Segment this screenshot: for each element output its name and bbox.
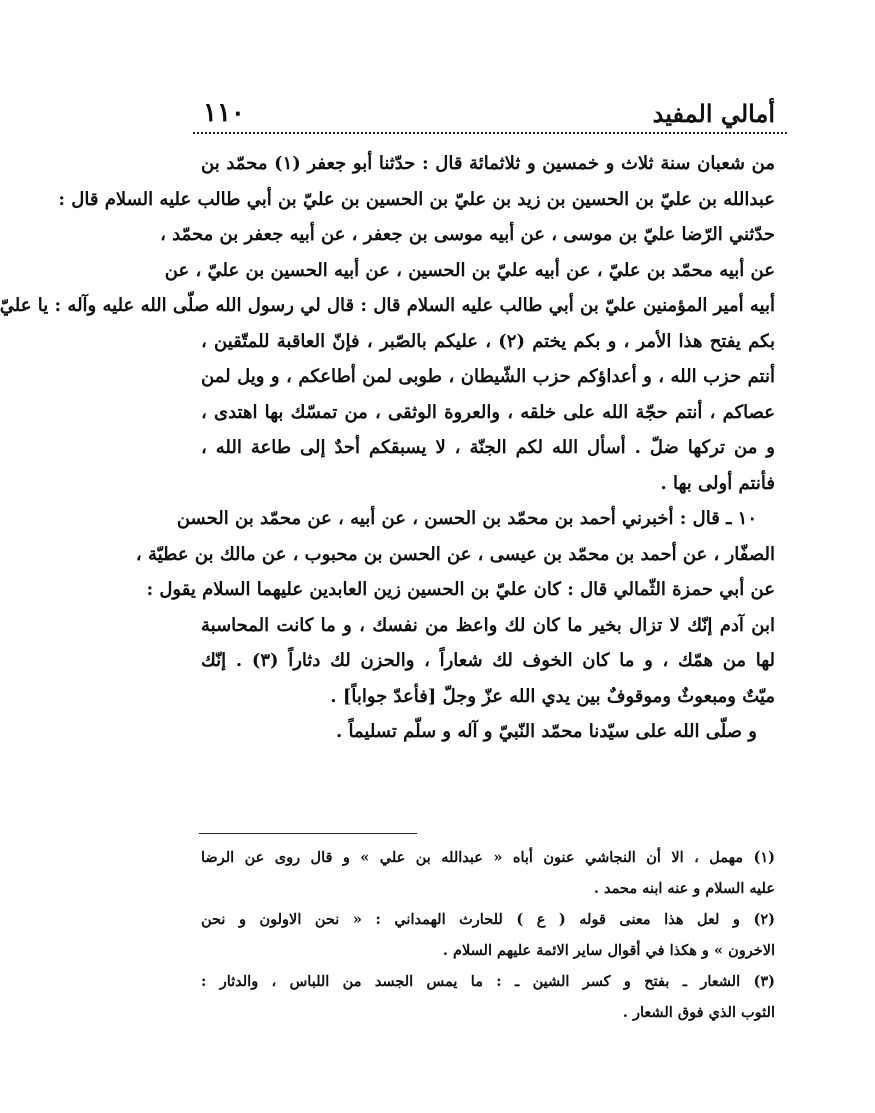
text-line: و من تركها ضلّ . أسأل الله لكم الجنّة ، لا يسبقكم أحدٌ إلى طاعة الله ، — [201, 437, 775, 458]
text-line: عن أبي حمزة الثّمالي قال : كان عليّ بن الحسين زين العابدين عليهما السلام يقول : — [146, 579, 775, 600]
text-line: أنتم حزب الله ، و أعداؤكم حزب الشّيطان ، طوبى لمن أطاعكم ، و ويل لمن — [201, 366, 775, 387]
text-line: حدّثني الرّضا عليّ بن موسى ، عن أبيه موسى بن جعفر ، عن أبيه جعفر بن محمّد ، — [160, 224, 775, 245]
footnote-line: (١) مهمل ، الا أن النجاشي عنون أباه « عبدالله بن علي » و قال روى عن الرضا — [201, 849, 775, 866]
text-line: لها من همّك ، و ما كان الخوف لك شعاراً ، والحزن لك دثاراً (٣) . إنّك — [201, 650, 775, 671]
text-line: ١٠ ـ قال : أخبرني أحمد بن محمّد بن الحسن ، عن أبيه ، عن محمّد بن الحسن — [176, 508, 757, 529]
text-line: فأنتم أولى بها . — [660, 472, 775, 494]
text-line: ميّتٌ ومبعوثٌ وموقوفٌ بين يدي الله عزّ وجلّ [فأعدّ جواباً] . — [330, 685, 775, 707]
footnote-line: (٢) و لعل هذا معنى قوله ( ع ) للحارث الهمداني : « نحن الاولون و نحن — [201, 911, 775, 928]
page-number: ١١٠ — [203, 98, 245, 128]
main-text — [0, 146, 776, 750]
text-line: و صلّى الله على سيّدنا محمّد النّبيّ و آله و سلّم تسليماً . — [335, 721, 757, 742]
running-title: أمالي المفيد — [652, 99, 775, 128]
text-line: بكم يفتح هذا الأمر ، و بكم يختم (٢) ، عليكم بالصّبر ، فإنّ العاقبة للمتّقين ، — [201, 330, 776, 352]
footnote-divider — [199, 833, 417, 834]
footnotes — [201, 842, 775, 1028]
text-line: عصاكم ، أنتم حجّة الله على خلقه ، والعروة الوثقى ، من تمسّك بها اهتدى ، — [201, 401, 775, 423]
text-line: أبيه أمير المؤمنين عليّ بن أبي طالب عليه السلام قال : قال لي رسول الله صلّى الله عليه وآله : يا عليّ — [0, 295, 775, 316]
text-line: ابن آدم إنّك لا تزال بخير ما كان لك واعظ من نفسك ، و ما كانت المحاسبة — [201, 614, 775, 636]
text-line: الصفّار ، عن أحمد بن محمّد بن عيسى ، عن الحسن بن محبوب ، عن مالك بن عطيّة ، — [135, 543, 775, 565]
footnote-line: (٣) الشعار ـ بفتح و كسر الشين ـ : ما يمس الجسد من اللباس ، والدثار : — [201, 973, 775, 990]
text-line: من شعبان سنة ثلاث و خمسين و ثلاثمائة قال : حدّثنا أبو جعفر (١) محمّد بن — [201, 153, 775, 174]
header-divider — [193, 132, 787, 134]
text-line: عبدالله بن عليّ بن الحسين بن زيد بن عليّ بن الحسين بن عليّ بن أبي طالب عليه السلام قال : — [58, 188, 775, 210]
page-header — [203, 88, 775, 128]
footnote-line: الاخرون » و هكذا في أقوال ساير الائمة عليهم السلام . — [442, 942, 775, 959]
footnote-line: الثوب الذي فوق الشعار . — [622, 1004, 775, 1021]
footnote-line: عليه السلام و عنه ابنه محمد . — [593, 880, 775, 897]
text-line: عن أبيه محمّد بن عليّ ، عن أبيه عليّ بن الحسين ، عن أبيه الحسين بن عليّ ، عن — [164, 259, 775, 281]
